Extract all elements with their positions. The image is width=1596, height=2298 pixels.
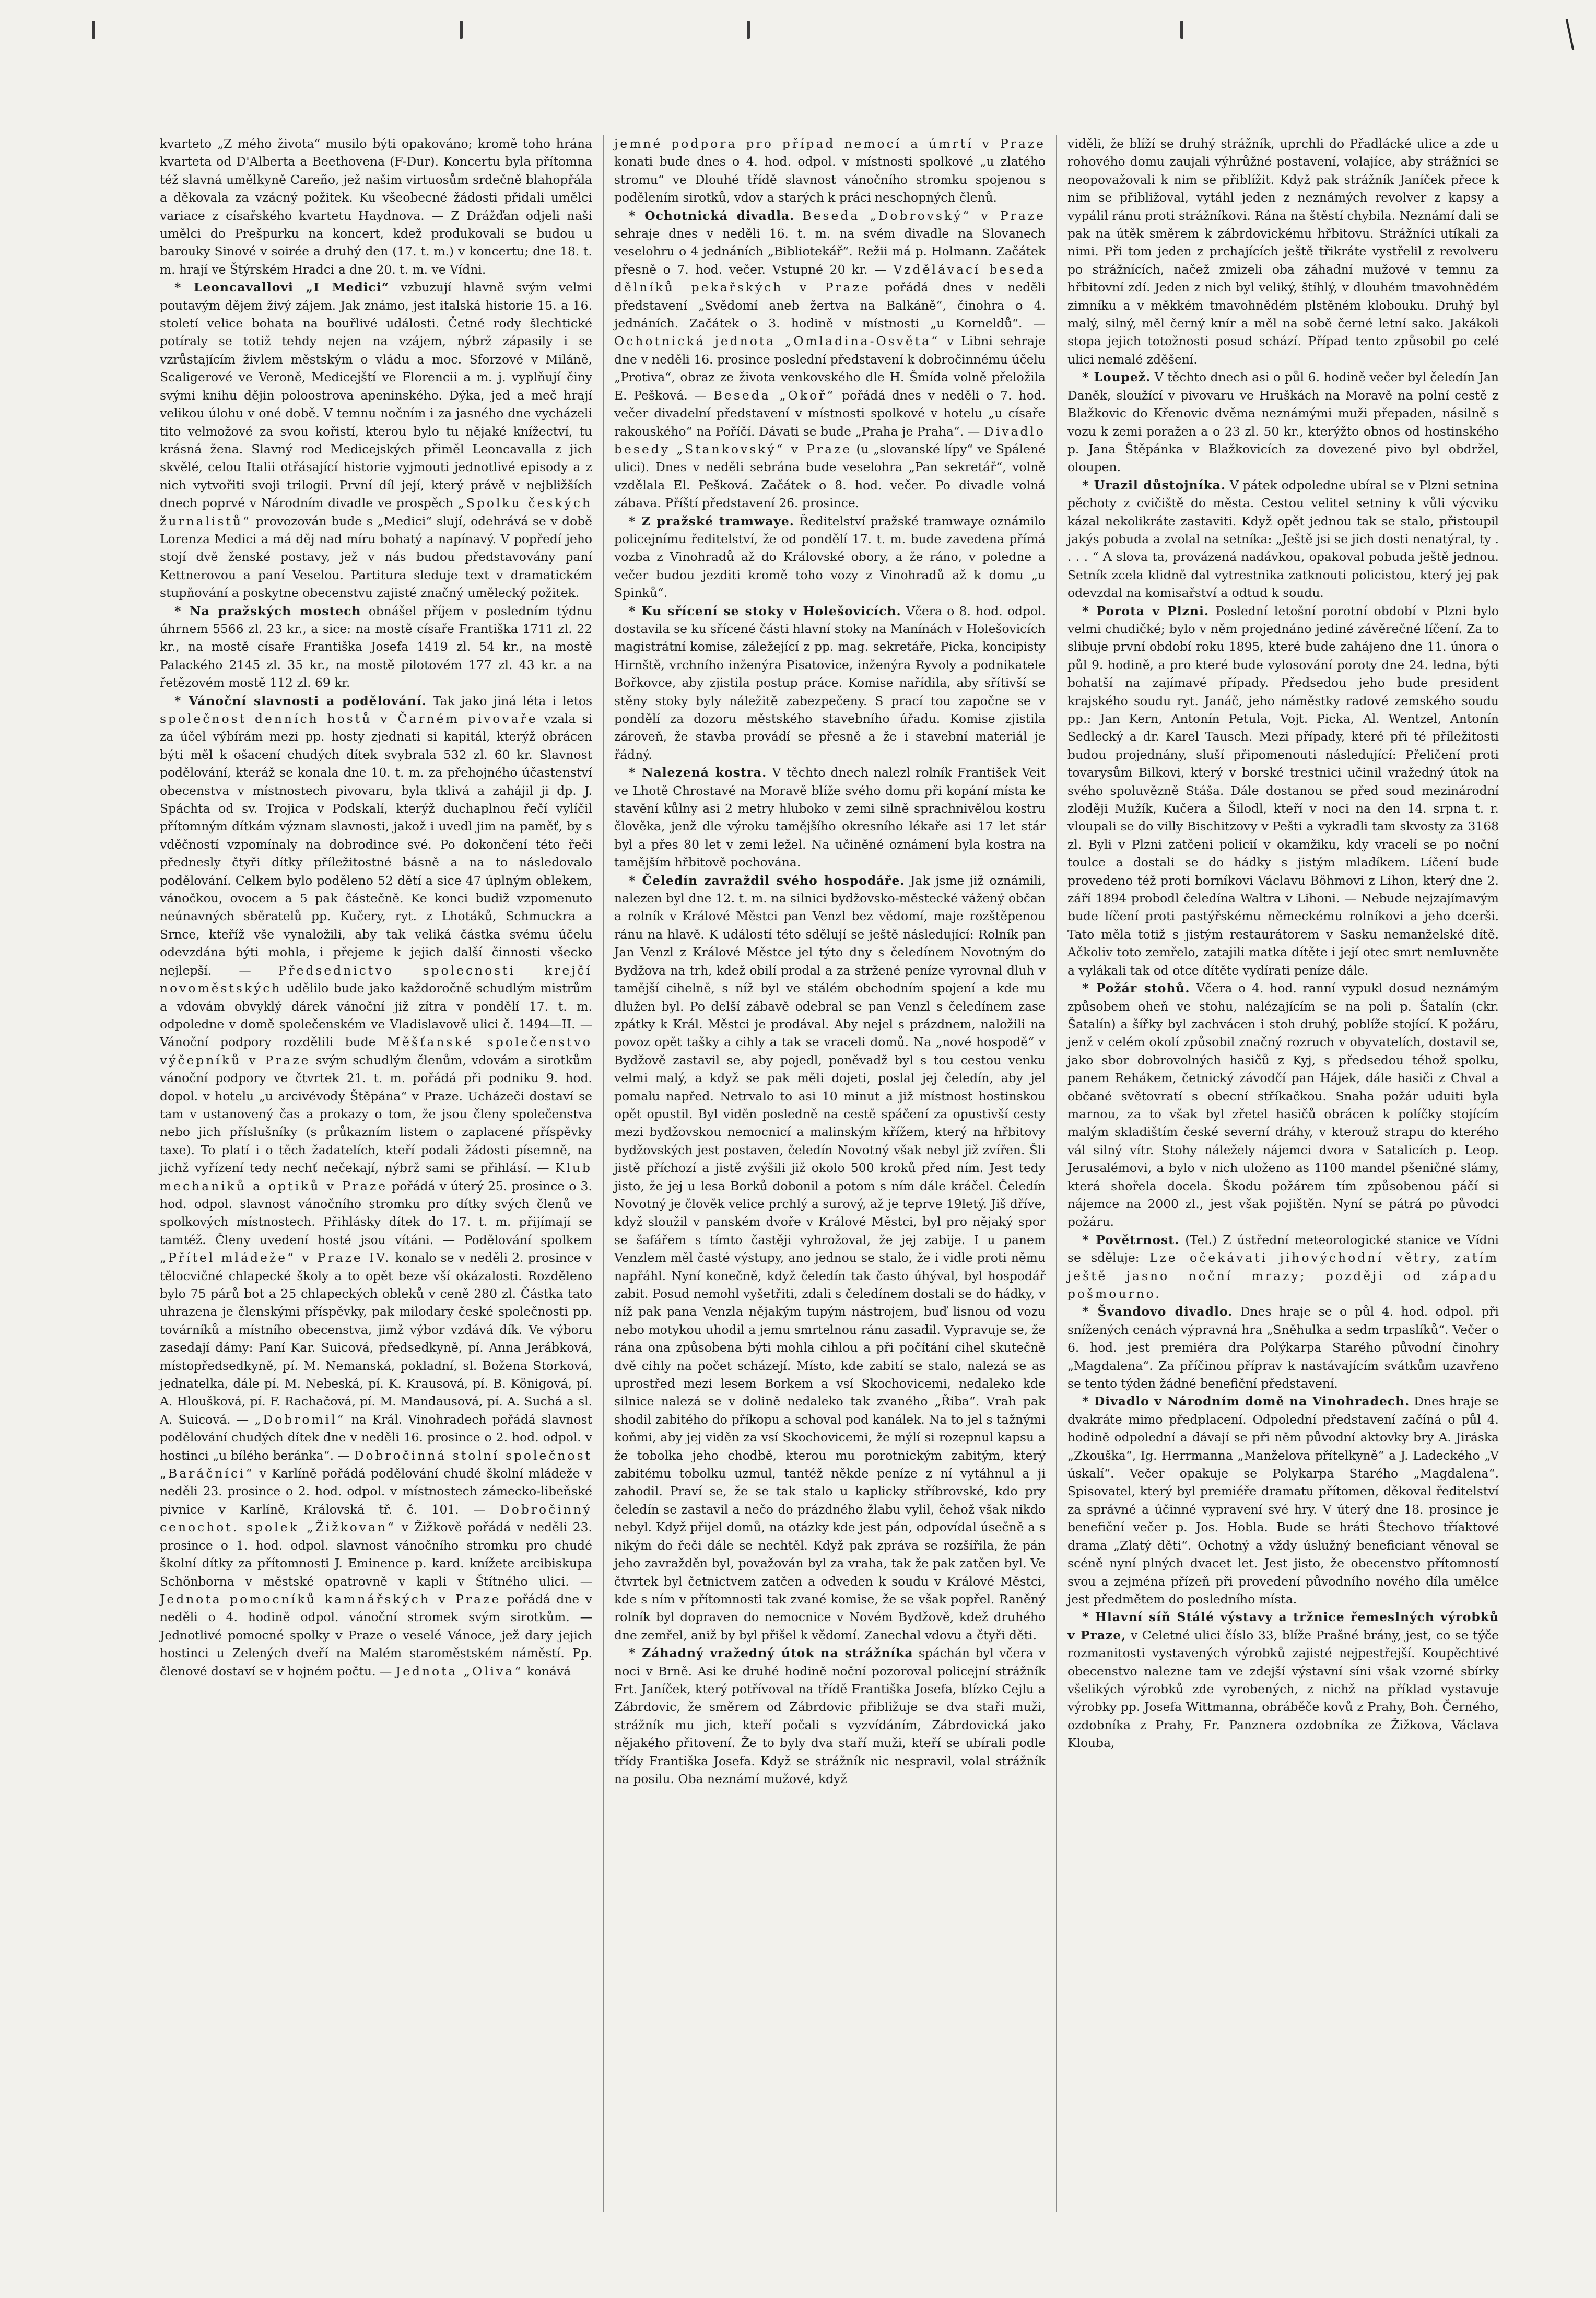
article-text: pořádá dnes v neděli o 7. hod. večer divadelní představení v místnosti spolkové v hotelu „u císaře rakouského“ na Poříčí. Dávati se bude „Praha je Praha“. — bbox=[614, 388, 1046, 439]
article-heading: * Švandovo divadlo. bbox=[1082, 1304, 1233, 1319]
article-heading: * Na pražských mostech bbox=[174, 603, 361, 618]
article-paragraph bbox=[614, 207, 1046, 512]
article-text: Včera o 4. hod. ranní vypukl dosud neznámým způsobem oheň ve stohu, nalézajícím se na poli p. Šatalín (ckr. Šatalín) a šířky byl zachvácen i stoh druhý, poblíže stojící. K požáru, jenž v celém okolí způsobil značný rozruch v obyvatelích, dostavil se, jako sbor dobrovolných hasičů z Kyj, s předsedou téhož spolku, panem Rehákem, četnický závodčí pan Hájek, dále hasiči z Chval a občané světovratí s obecní stříkačkou. Snaha požár uduiti byla marnou, za to však byl zřetel hasičů obrácen k políčky stojícím malým skladištím české severní dráhy, v kterouž strapu do kterého vál silný vítr. Stohy náležely nájemci dvora v Satalicích p. Leop. Jerusalémovi, a bylo v nich uloženo as 1100 mandel pšeničné slámy, která shořela docela. Škodu požárem tím způsobenou páčí si nájemce na 2000 zl., jest však pojištěn. Nyní se pátrá po původci požáru. bbox=[1067, 981, 1499, 1229]
article-paragraph bbox=[614, 135, 1046, 207]
article-heading: * Povětrnost. bbox=[1082, 1232, 1180, 1247]
text-columns bbox=[149, 135, 1510, 2212]
article-paragraph bbox=[160, 278, 592, 602]
spaced-name: Divadlo besedy „Stankovský“ v Praze bbox=[614, 424, 1046, 456]
article-paragraph bbox=[1067, 1303, 1499, 1392]
article-text: Tak jako jiná léta i letos bbox=[426, 693, 592, 708]
article-paragraph bbox=[614, 512, 1046, 602]
article-paragraph bbox=[1067, 1392, 1499, 1608]
article-heading: * Porota v Plzni. bbox=[1082, 603, 1209, 618]
article-text: spáchán byl včera v noci v Brně. Asi ke druhé hodině noční pozoroval policejní strážník Frt. Janíček, který potřívoval na třídě Františka Josefa, blízko Cejlu a Zábrdovic, že směrem od Zábrdovic přibližuje se dva staři muži, strážník mu jich, kteří počali s vyzvídáním, Zábrdovická jako nějakého přitovení. Že to byly dva staří muži, kteří se ubírali podle třídy Františka Josefa. Když se strážník nic nespravil, volal strážník na posilu. Oba neznámí mužové, když bbox=[614, 1646, 1046, 1786]
column-middle bbox=[603, 135, 1056, 2212]
article-heading: * Leoncavallovi „I Medici“ bbox=[174, 280, 390, 295]
article-text: v Libni sehraje dne v neděli 16. prosince poslední představení k dobročinnému účelu „Protiva“, obraz ze života venkovského dle H. Šmída volně přeložila E. Pešková. — bbox=[614, 334, 1046, 403]
article-heading: * Divadlo v Národním domě na Vinohradech. bbox=[1082, 1394, 1410, 1409]
article-heading: * Nalezená kostra. bbox=[629, 765, 767, 780]
article-text: vzala si za účel výbírám mezi pp. hosty zjednati si kapitál, kterýž obrácen býti měl k ošacení chudých dítek svybrala 532 zl. 60 kr. Slavnost podělování, kteráž se konala dne 10. t. m. za přehojného účastenství obecenstva v místnostech pivovaru, byla tklivá a zahájil ji dp. J. Spáchta od sv. Trojica v Podskalí, kterýž duchaplnou řečí vylíčil přítomným dítkám význam slavnosti, jakož i uvedl jim na paměť, by s vděčností vzpomínaly na dobrodince své. Po dokončení této řeči přednesly čtyři dítky příležitostné básně a na to následovalo podělování. Celkem bylo poděleno 52 dětí a sice 47 úplným oblekem, vánočkou, ovocem a 5 pak částečně. Ke konci budiž vzpomenuto neúnavných sběratelů pp. Kučery, ryt. z Lhotáků, Schmuckra a Srnce, kteříž vše vynaložili, aby tak veliká částka svému účelu odevzdána býti mohla, i přejeme k jejich další činnosti všecko nejlepší. — bbox=[160, 711, 592, 978]
article-text: V těchto dnech asi o půl 6. hodině večer byl čeledín Jan Daněk, sloužící v pivovaru ve Hruškách na Moravě na polní cestě z Blažkovic do Křenovic dvěma neznámými muži přepaden, násilně s vozu k zemi poražen a o 23 zl. 50 kr., kterýžto obnos od hostinského p. Jana Štěpánka v Blažkovicích za dovezené pivo byl obdržel, oloupen. bbox=[1067, 370, 1499, 475]
article-paragraph bbox=[160, 692, 592, 1680]
article-text: obnášel příjem v posledním týdnu úhrnem 5566 zl. 23 kr., a sice: na mostě císaře Františka 1711 zl. 22 kr., na mostě císaře Františka Josefa 1419 zl. 54 kr., na mostě Palackého 2145 zl. 35 kr., na mostě pilotovém 177 zl. 43 kr. a na řetězovém mostě 112 zl. 69 kr. bbox=[160, 603, 592, 690]
page-top-edge bbox=[0, 0, 1596, 57]
article-paragraph bbox=[614, 602, 1046, 764]
article-heading: * Ochotnická divadla. bbox=[629, 208, 795, 223]
spaced-name: Ochotnická jednota „Omladina-Osvěta“ bbox=[614, 334, 940, 349]
page-corner-mark bbox=[1566, 19, 1574, 50]
article-paragraph bbox=[1067, 476, 1499, 602]
article-text: V těchto dnech nalezl rolník František Veit ve Lhotě Chrostavé na Moravě blíže svého domu při kopání místa ke stavění kůlny asi 2 metry hluboko v zemi silně sprachnivělou kostru člověka, jenž dle výroku tamějšího okresního lékaře asi 17 let stár byl a přes 80 let v zemi ležel. Na učiněné oznámení byla kostra na tamějším hřbitově pochována. bbox=[614, 765, 1046, 870]
article-heading: * Čeledín zavraždil svého hospodáře. bbox=[629, 873, 905, 888]
spaced-name: Předsednictvo spolecnosti krejčí novoměstských bbox=[160, 963, 593, 996]
article-paragraph bbox=[160, 135, 592, 278]
article-text: Ředitelství pražské tramwaye oznámilo policejnímu ředitelství, že od pondělí 17. t. m. bude zavedena přímá vozba z Vinohradů až do Královské obory, a že ráno, v poledne a večer budou jezditi kromě toho vozy z Vinohradů až k domu „u Spinků“. bbox=[614, 513, 1046, 601]
spaced-name: Jednota pomocníků kamnářských v Praze bbox=[160, 1591, 501, 1607]
article-paragraph bbox=[1067, 368, 1499, 476]
spaced-name: „Přítel mládeže“ v Praze IV. bbox=[160, 1250, 391, 1265]
article-text: pořádá dne v neděli o 4. hodině odpol. vánoční stromek svým sirotkům. — Jednotlivé pomocné spolky v Praze o veselé Vánoce, jež dary jejich hostinci u Zelených dveří na Malém staroměstském náměstí. Pp. členové dostaví se v hojném počtu. — bbox=[160, 1591, 592, 1679]
article-text: Jak jsme již oznámili, nalezen byl dne 12. t. m. na silnici bydžovsko-městecké vážený občan a rolník v Králové Městci pan Venzl bez vědomí, maje rozštěpenou ránu na hlavě. K událostí této sdělují se ještě následující: Rolník pan Jan Venzl z Králové Městce jel týto dny s čeledínem Novotným do Bydžova na trh, kdež obilí prodal a za stržené peníze vyrovnal dluh v tamější cihelně, s níž byl ve stálém obchodním spojení a kde mu dlužen byl. Po delší zábavě odebral se pan Venzl s čeledínem zase zpátky k Král. Městci je prodával. Aby nejel s prázdnem, naložili na povoz opět tašky a cihly a tak se vraceli domů. Na „nové hospodě“ v Bydžově zastavil se, aby pojedl, poněvadž byl s tou cestou venku velmi malý, a když se pak měli dojeti, poslal jej čeledín, aby jel pomalu napřed. Netrvalo to asi 10 minut a již místnost hostinskou opět opustil. Byl viděn posledně na cestě spáčení za opustivší cesty mezi bydžovskou nemocnicí a malinským křížem, který na hřbitovy bydžovských jest postaven, čeledín Novotný však nebyl již zvířen. Šli jistě příchozí a jistě zvýšili již okolo 500 kroků před ním. Jest tedy jisto, že jej u lesa Borků dobonil a potom s ním dále kráčel. Čeledín Novotný je člověk velice prchlý a surový, až je teprve 19letý. Jiš dříve, když sloužil v panském dvoře v Králové Městci, byl pro nějaký spor se šafářem s tímto častěji vyhrožoval, že jej zabije. I u panem Venzlem měl časté výstupy, ano jednou se stalo, že i vidle proti němu napřáhl. Nyní konečně, když čeledín tak často úhýval, byl hospodář zabit. Posud nemohl vyšetřiti, zdali s čeledínem dostali se do hádky, v níž pak pana Venzla nějakým tupým nástrojem, buď lisnou od vozu nebo motykou uhodil a jemu smrtelnou ránu zasadil. Vypravuje se, že rána ona způsobena býti mohla cihlou a při počítání cihel skutečně dvě cihly na počet scházejí. Místo, kde zabití se stalo, nalezá se as uprostřed mezi lesem Borkem a vsí Skochovicemi, nedaleko kde silnice nalezá se v dolině nedaleko tak zvaného „Řiba“. Vrah pak shodil zabitého do příkopu a schoval pod kanálek. Na to jel s tažnými koňmi, aby jej viděn za vsí Skochovicemi, že mýlí si rozepnul kapsu a že tobolka jeho chodbě, kterou mu porotnickým zabitým, který zabitému tobolku uzmul, tantéž někde peníze z ní vytáhnul a ji zahodil. Praví se, že se tak stalo u kaplicky stříbrovské, kdo pry čeledín se zastavil a nečo do prázdného žlabu vylil, čehož však nikdo nebyl. Když přijel domů, na otázky kde jest pán, odpovídal úsečně a s nikým do řeči dále se nechtěl. Když pak zpráva se rozšířila, že pán jeho zavražděn byl, považován byl za vraha, tak že pak zatčen byl. Ve čtvrtek byl četnictvem zatčen a odveden k soudu v Králové Městci, kde s ním v přítomnosti tak zvané komise, že se však popřel. Raněný rolník byl dopraven do nemocnice v Novém Bydžově, kdež druhého dne zemřel, aniž by byl přišel k vědomí. Zanechal vdovu a čtyři děti. bbox=[614, 873, 1046, 1643]
article-text: kvarteto „Z mého života“ musilo býti opakováno; kromě toho hrána kvarteta od D'Alberta a Beethovena (F-Dur). Koncertu byla přítomna též slavná umělkyně Careño, jež našim virtuosům srdečně blahopřála a děkovala za vzácný požitek. Ku všeobecné žádosti přidali umělci variace z císařského kvartetu Haydnova. — Z Drážďan odjeli naši umělci do Prešpurku na koncert, kdež produkovali se budou u barouky Sinové v soirée a druhý den (17. t. m.) v koncertu; dne 18. t. m. hrají ve Štýrském Hradci a dne 20. t. m. ve Vídni. bbox=[160, 136, 592, 277]
article-text: Poslední letošní porotní období v Plzni bylo velmi chudičké; bylo v něm projednáno jediné závěrečné líčení. Za to slibuje první období roku 1895, které bude zahájeno dne 11. února o půl 9. hodině, a pro které bude vylosování poroty dne 24. ledna, býti bohatší na zajímavé případy. Předsedou jeho bude president krajského soudu ryt. Janáč, jeho náměstky radové zemského soudu pp.: Jan Kern, Antonín Petula, Vojt. Picka, Al. Wentzel, Antonín Sedlecký a dr. Karel Tausch. Mezi případy, které při té příležitosti budou projednány, sluší připomenouti následující: Přeličení proti tovarysům Bilkovi, který v borské trestnici učinil vražedný útok na svého spoluvězně Stáša. Dále dostanou se před soud mezinárodní zloději Mužík, Kučera a Šilodl, kteří v noci na den 14. srpna t. r. vloupali se do villy Bischitzovy v Pešti a vykradli tam skvosty za 3168 zl. Byli v Plzni zatčeni policií v okamžiku, kdy vracelí se po noční toulce a dostali se do hádky s jistým mladíkem. Líčení bude provedeno též proti borníkovi Václavu Böhmovi z Lihon, který dne 2. září 1894 probodl čeledína Waltra v Lihoni. — Nebude nejzajímavým bude líčení proti pastýřskému německému rolníkovi a jeho dcerši. Tato měla totiž s jistým restaurátorem v Sasku nemanželské dítě. Ačkoliv toto zemřelo, zatajili matka dítěte i její otec smrt nemluvněte a vylákali tak od otce dítěte vydírati peníze dále. bbox=[1067, 603, 1499, 978]
article-paragraph bbox=[1067, 1231, 1499, 1303]
article-text: provozován bude s „Medici“ slují, odehrává se v době Lorenza Medici a má děj nad míru bohatý a napínavý. V popředí jeho stojí dvě ženské postavy, jež v nás budou představovány paní Kettnerovou a paní Veselou. Partitura sleduje text v dramatickém stupňování a poskytne obecenstvu zajisté značný umělecký požitek. bbox=[160, 513, 592, 601]
spaced-name: Lze očekávati jihovýchodní větry, zatím ještě jasno noční mrazy; později od západu pošmourno. bbox=[1067, 1250, 1499, 1301]
article-heading: * Z pražské tramwaye. bbox=[629, 513, 794, 529]
article-text: Dnes hraje se o půl 4. hod. odpol. při snížených cenách výpravná hra „Sněhulka a sedm trpaslíků“. Večer o 6. hod. jest premiéra dra Polýkarpa Starého původní činohry „Magdalena“. Za příčinou příprav k nastávajícím svátkům uzavřeno se tento týden žádné benefiční představení. bbox=[1067, 1304, 1499, 1391]
article-text: pořádá v úterý 25. prosince o 3. hod. odpol. slavnost vánočního stromku pro dítky svých členů ve spolkových místnostech. Přihlásky dítek do 17. t. m. přijímají se tamtéž. Členy uvedení hosté jsou vítáni. — Podělování spolkem bbox=[160, 1178, 592, 1247]
article-text: v Žižkově pořádá v neděli 23. prosince o 1. hod. odpol. slavnost vánočního stromku pro chudé školní dítky za přítomnosti J. Eminence p. kard. knížete arcibiskupa Schönborna v městské opatrovně v kapli v Štítného ulici. — bbox=[160, 1520, 592, 1589]
binding-mark bbox=[92, 21, 95, 39]
article-heading: * Požár stohů. bbox=[1082, 981, 1190, 996]
article-text: konati bude dnes o 4. hod. odpol. v místnosti spolkové „u zlatého stromu“ ve Dlouhé třídě slavnost vánočního stromku spojenou s podělením sirotků, vdov a starých k práci neschopných členů. bbox=[614, 154, 1046, 205]
binding-mark bbox=[747, 21, 750, 39]
article-text: konalo se v neděli 2. prosince v tělocvičné chlapecké školy a to opět beze vší okázalosti. Rozděleno bylo 75 párů bot a 25 chlapeckých obleků v ceně 280 zl. Částka tato uhrazena je členskými příspěvky, pak milodary české společnosti pp. továrníků a místního obecenstva, jimž výbor vzdává dík. Ve výboru zasedají dámy: Paní Kar. Suicová, předsedkyně, pí. Anna Jerábková, místopředsedkyně, pí. M. Nemanská, pokladní, sl. Božena Storková, jednatelka, dále pí. M. Nebeská, pí. K. Krausová, pí. B. Königová, pí. A. Hloušková, pí. F. Rachačová, pí. M. Mandausová, pí. A. Suchá a sl. A. Suicová. — bbox=[160, 1250, 592, 1427]
article-text: v Celetné ulici číslo 33, blíže Prašné brány, jest, co se týče rozmanitosti vystavených výrobků zajisté nejpestřejší. Koupěchtivé obecenstvo nalezne tam ve zdejší výstavní síni však vzorné sbírky všelikých výrobků zde vyrobených, z nichž na příklad vystavuje výrobky pp. Josefa Wittmanna, obráběče kovů z Prahy, Boh. Černého, ozdobníka z Prahy, Fr. Panznera ozdobníka ze Žižkova, Václava Klouba, bbox=[1067, 1627, 1499, 1751]
spaced-name: Beseda „Dobrovský“ v Praze bbox=[802, 208, 1046, 223]
article-text: sehraje dnes v neděli 16. t. m. na svém divadle na Slovanech veselohru o 4 jednáních „Bibliotekář“. Režii má p. Holmann. Začátek přesně o 7. hod. večer. Vstupné 20 kr. — bbox=[614, 226, 1046, 277]
article-paragraph bbox=[614, 872, 1046, 1644]
article-text: V pátek odpoledne ubíral se v Plzni setnina pěchoty z cvičiště do města. Cestou velitel setniny k vůli výcviku kázal nekolikráte zastaviti. Když opět jednou tak se stalo, přistoupil jakýs pobuda a zvolal na setníka: „Ještě jsi se jich dosti nenatýral, ty . . . . “ A slova ta, provázená nadávkou, opakoval pobuda ještě jednou. Setník zcela klidně dal vytrestnika zatknouti policistou, který jej pak odevzdal na komisařství a odtud k soudu. bbox=[1067, 477, 1499, 601]
spaced-name: „Dobromil“ bbox=[254, 1412, 346, 1427]
article-heading: * Urazil důstojníka. bbox=[1082, 477, 1226, 493]
article-paragraph bbox=[614, 764, 1046, 871]
column-left bbox=[149, 135, 603, 2212]
binding-mark bbox=[1180, 21, 1183, 39]
article-text: vzbuzují hlavně svým velmi poutavým dějem živý zájem. Jak známo, jest italská historie 15. a 16. století velice bohata na bouřlivé události. Četné rody šlechtické potíraly se totiž tehdy nejen na vzájem, nýbrž zápasily i se vzrůstajícím živlem městským o vládu a moc. Sforzové v Miláně, Scaligerové ve Veroně, Medicejští ve Florencii a m. j. vyplňují činy svými knihu dějin poloostrova apeninského. Dýka, jed a meč hrají velikou úlohu v oné době. V temnu nočním i za jasného dne vycházeli tito velmožové za svou kořistí, kterou bylo tu nějaké knížectví, tu krásná žena. Slavný rod Medicejských přiměl Leoncavalla z jich skvělé, celou Italii otřásající historie vyjmouti jednotlivé episody a z nich vytvořiti svoji trilogii. První díl její, který právě v nejbližších dnech poprvé v Národním divadle ve prospěch bbox=[160, 280, 592, 511]
spaced-name: Jednota „Oliva“ bbox=[395, 1663, 523, 1679]
article-heading: * Hlavní síň Stálé výstavy a tržnice řemeslných výrobků v Praze, bbox=[1067, 1610, 1499, 1643]
spaced-name: Vzdělávací beseda dělníků pekařských v Praze bbox=[614, 262, 1046, 295]
article-text: pořádá dnes v neděli představení „Svědomí aneb žertva na Balkáně“, činohra o 4. jednáních. Začátek o 3. hodině v místnosti „u Korneldů“. — bbox=[614, 280, 1046, 331]
article-text: v Karlíně pořádá podělování chudé školní mládeže v neděli 23. prosince o 2. hod. odpol. v místnostech zámecko-libeňské pivnice v Karlíně, Královská tř. č. 101. — bbox=[160, 1466, 592, 1517]
article-paragraph bbox=[1067, 979, 1499, 1231]
article-text: (u „slovanské lípy“ ve Spálené ulici). Dnes v neděli sebrána bude veselohra „Pan sekretář“, volně vzdělala El. Pešková. Začátek o 8. hod. večer. Po divadle volná zábava. Příští představení 26. prosince. bbox=[614, 441, 1046, 511]
article-text: Dnes hraje se dvakráte mimo předplacení. Odpolední představení začíná o půl 4. hodině odpolední a dávají se při něm původní aktovky bry A. Jiráska „Zkouška“, Ig. Herrmanna „Manželova přítelkyně“ a J. Ladeckého „V úskalí“. Večer opakuje se Polykarpa Starého „Magdalena“. Spisovatel, který byl premiéře dramatu přítomen, děkoval ředitelství za správné a účinné vypravení své hry. V úterý dne 18. prosince je benefiční večer p. Jos. Hobla. Bude se hráti Štechovo tříaktové drama „Zlatý děti“. Ochotný a vždy úslužný beneficiant věnoval se scéně nyní plných dvacet let. Jest jisto, že obecenstvo přítomností svou a zejména přízeň při provedení původního nového díla umělce jest předmětem do posledního místa. bbox=[1067, 1394, 1499, 1607]
article-text: udělilo bude jako každoročně schudlým mistrům a vdovám obvyklý dárek vánoční již zítra v pondělí 17. t. m. odpoledne v domě společenském ve Vladislavově ulici č. 1494—II. — Vánoční podpory rozdělili bude bbox=[160, 981, 592, 1050]
spaced-name: Měšťanské společenstvo výčepníků v Praze bbox=[160, 1035, 592, 1068]
article-text: (Tel.) Z ústřední meteorologické stanice ve Vídni se sděluje: bbox=[1067, 1232, 1499, 1265]
article-text: konává bbox=[523, 1663, 571, 1679]
article-paragraph bbox=[1067, 602, 1499, 980]
spaced-name: „Spolku českých žurnalistů“ bbox=[160, 496, 592, 529]
article-heading: * Záhadný vražedný útok na strážníka bbox=[629, 1646, 913, 1661]
article-text: svým schudlým členům, vdovám a sirotkům vánoční podpory ve čtvrtek 21. t. m. pořádá při podniku 9. hod. dopol. v hotelu „u arcivévody Štěpána“ v Praze. Ucházeči dostaví se tam v ustanovený čas a prokazy o tom, že jsou členy společenstva nebo jich příslušníky (s průkazním listem o zaplacené příspěvky taxe). To platí i o těch žadatelích, kteří podali žádosti písemně, na jichž vyřízení tedy nechť nečekají, nýbrž sami se přihlásí. — bbox=[160, 1052, 592, 1176]
article-paragraph bbox=[614, 1644, 1046, 1788]
spaced-name: Dobročinná stolní společnost „Baráčníci“ bbox=[160, 1448, 592, 1481]
article-paragraph bbox=[1067, 1608, 1499, 1752]
spaced-name: Klub mechaniků a optiků v Praze bbox=[160, 1160, 592, 1193]
article-text: viděli, že blíží se druhý strážník, uprchli do Přadlácké ulice a zde u rohového domu zaujali výhrůžné postavení, volajíce, aby strážníci se neopovažovali k nim se přiblížit. Když pak strážník Janíček přece k nim se přibližoval, vytáhl jeden z neznámých revolver z kapsy a vypálil ránu proti strážníkovi. Rána na štěstí chybila. Neznámí dali se pak na útěk směrem k zábrdovickému hřbitovu. Strážníci utíkali za nimi. Při tom jeden z prchajících ještě třikráte vystřelil z revolveru po strážnících, načež zmizeli oba záhadní mužové v temnu za hřbitovní zdí. Jeden z nich byl veliký, štíhlý, v dlouhém tmavohnědém zimníku a v měkkém tmavohnědém plstěném klobouku. Druhý byl malý, silný, měl černý knír a měl na sobě černé letní sako. Jakákoli stopa jejich totožnosti posud schází. Případ tento způsobil po celé ulici nemalé zděšení. bbox=[1067, 136, 1499, 367]
article-heading: * Vánoční slavnosti a podělování. bbox=[174, 693, 427, 708]
article-text: na Král. Vinohradech pořádá slavnost podělování chudých dítek dne v neděli 16. prosince o 2. hod. odpol. v hostinci „u bílého beránka“. — bbox=[160, 1412, 592, 1463]
spaced-name: jemné podpora pro případ nemocí a úmrtí v Praze bbox=[614, 136, 1046, 151]
article-heading: * Ku sřícení se stoky v Holešovicích. bbox=[629, 603, 901, 618]
column-right bbox=[1056, 135, 1509, 2212]
article-heading: * Loupež. bbox=[1082, 370, 1151, 385]
spaced-name: Dobročinný cenochot. spolek „Žižkovan“ bbox=[160, 1502, 592, 1535]
spaced-name: společnost denních hostů v Čarném pivovaře bbox=[160, 711, 538, 726]
binding-mark bbox=[460, 21, 463, 39]
article-paragraph bbox=[160, 602, 592, 692]
spaced-name: Beseda „Okoř“ bbox=[713, 388, 836, 403]
article-text: Včera o 8. hod. odpol. dostavila se ku sřícené části hlavní stoky na Manínách v Holešovicích magistrátní komise, záležející z pp. mag. sekretáře, Picka, koncipisty Hirnště, vrchního inženýra Pisatovice, inženýra Ryvoly a podnikatele Bořkovce, aby zjistila postup práce. Komise nařídila, aby sřítivší se stěny stoky byly náležitě zabezpečeny. S prací tou započne se v pondělí za dozoru městského stavebního úřadu. Komise zjistila zároveň, že stavba provádí se přesně a že i stavební materiál je řádný. bbox=[614, 603, 1046, 762]
article-text bbox=[794, 208, 802, 223]
article-paragraph bbox=[1067, 135, 1499, 368]
